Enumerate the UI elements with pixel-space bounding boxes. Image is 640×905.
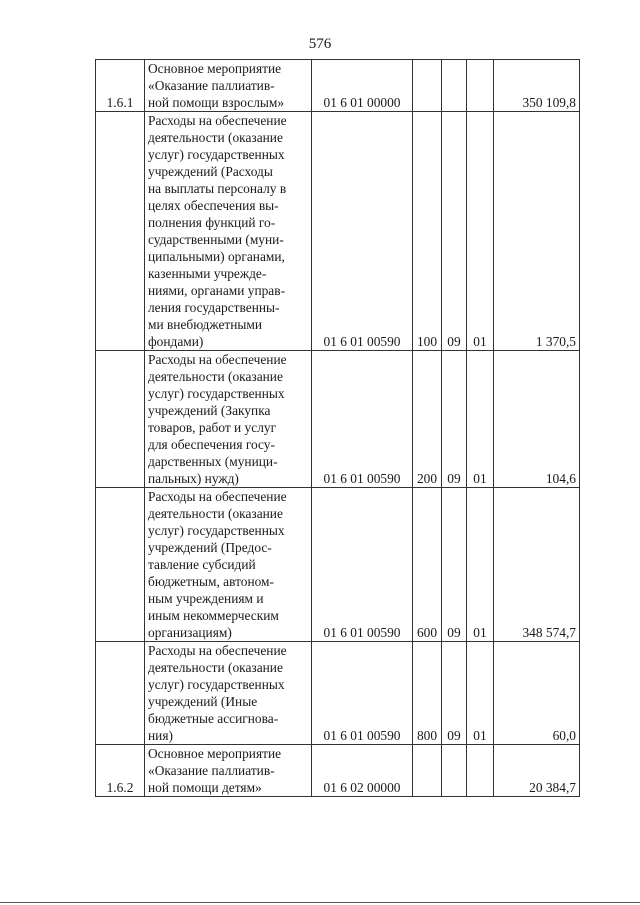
expense-type-code: 100 bbox=[413, 112, 442, 351]
subsection-code bbox=[467, 745, 494, 797]
subsection-code bbox=[467, 60, 494, 112]
row-number bbox=[96, 642, 145, 745]
amount: 20 384,7 bbox=[494, 745, 580, 797]
section-code: 09 bbox=[442, 642, 467, 745]
expense-type-code bbox=[413, 745, 442, 797]
budget-table bbox=[95, 59, 580, 797]
expense-type-code: 600 bbox=[413, 488, 442, 642]
table-row bbox=[96, 745, 580, 797]
row-number bbox=[96, 112, 145, 351]
table-row bbox=[96, 351, 580, 488]
section-code bbox=[442, 60, 467, 112]
row-number: 1.6.2 bbox=[96, 745, 145, 797]
amount: 350 109,8 bbox=[494, 60, 580, 112]
target-article-code: 01 6 01 00590 bbox=[312, 488, 413, 642]
amount: 348 574,7 bbox=[494, 488, 580, 642]
item-name: Основное мероприятие «Оказание паллиатив- ной помощи взрослым» bbox=[145, 60, 312, 112]
section-code bbox=[442, 745, 467, 797]
section-code: 09 bbox=[442, 351, 467, 488]
table-row bbox=[96, 60, 580, 112]
target-article-code: 01 6 01 00590 bbox=[312, 112, 413, 351]
row-number bbox=[96, 351, 145, 488]
expense-type-code: 200 bbox=[413, 351, 442, 488]
table-row bbox=[96, 112, 580, 351]
target-article-code: 01 6 01 00590 bbox=[312, 642, 413, 745]
section-code: 09 bbox=[442, 488, 467, 642]
row-number: 1.6.1 bbox=[96, 60, 145, 112]
bottom-rule bbox=[0, 902, 640, 903]
target-article-code: 01 6 01 00590 bbox=[312, 351, 413, 488]
target-article-code: 01 6 01 00000 bbox=[312, 60, 413, 112]
item-name: Расходы на обеспечение деятельности (оказание услуг) государственных учреждений (Закупка товаров, работ и услуг для обеспечения госу- дарственных (муници- пальных) нужд) bbox=[145, 351, 312, 488]
subsection-code: 01 bbox=[467, 112, 494, 351]
section-code: 09 bbox=[442, 112, 467, 351]
page-number: 576 bbox=[308, 36, 332, 52]
subsection-code: 01 bbox=[467, 642, 494, 745]
item-name: Расходы на обеспечение деятельности (оказание услуг) государственных учреждений (Иные бюджетные ассигнова- ния) bbox=[145, 642, 312, 745]
table-row bbox=[96, 488, 580, 642]
subsection-code: 01 bbox=[467, 351, 494, 488]
expense-type-code: 800 bbox=[413, 642, 442, 745]
amount: 60,0 bbox=[494, 642, 580, 745]
table-row bbox=[96, 642, 580, 745]
amount: 104,6 bbox=[494, 351, 580, 488]
row-number bbox=[96, 488, 145, 642]
amount: 1 370,5 bbox=[494, 112, 580, 351]
subsection-code: 01 bbox=[467, 488, 494, 642]
target-article-code: 01 6 02 00000 bbox=[312, 745, 413, 797]
item-name: Расходы на обеспечение деятельности (оказание услуг) государственных учреждений (Предос- тавление субсидий бюджетным, автоном- ным учреждениям и иным некоммерческим организациям) bbox=[145, 488, 312, 642]
item-name: Расходы на обеспечение деятельности (оказание услуг) государственных учреждений (Расходы на выплаты персоналу в целях обеспечения вы- полнения функций го- сударственными (муни- ципальными) органами, казенными учрежде- ниями, органами управ- ления государственны- ми внебюджетными фондами) bbox=[145, 112, 312, 351]
expense-type-code bbox=[413, 60, 442, 112]
item-name: Основное мероприятие «Оказание паллиатив- ной помощи детям» bbox=[145, 745, 312, 797]
